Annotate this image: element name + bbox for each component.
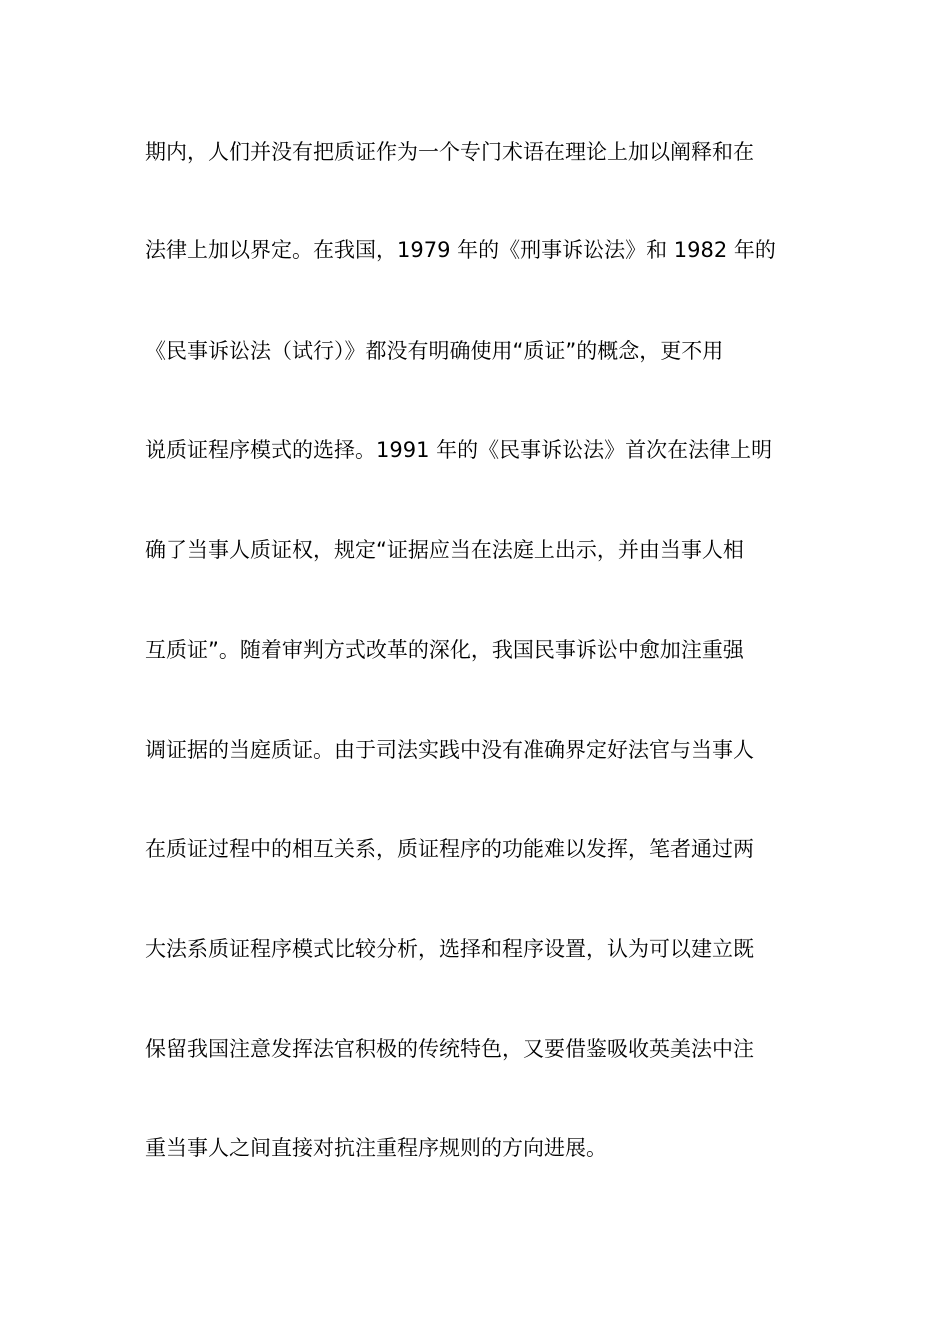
paragraph-line: 重当事人之间直接对抗注重程序规则的方向进展。 [145, 1136, 607, 1160]
paragraph-line: 保留我国注意发挥法官积极的传统特色，又要借鉴吸收英美法中注 [145, 1037, 754, 1061]
paragraph-line: 确了当事人质证权，规定“证据应当在法庭上出示，并由当事人相 [145, 538, 744, 562]
paragraph-line: 大法系质证程序模式比较分析，选择和程序设置，认为可以建立既 [145, 937, 754, 961]
paragraph-line: 调证据的当庭质证。由于司法实践中没有准确界定好法官与当事人 [145, 738, 754, 762]
paragraph-line: 法律上加以界定。在我国，1979 年的《刑事诉讼法》和 1982 年的 [145, 238, 776, 262]
paragraph-line: 在质证过程中的相互关系，质证程序的功能难以发挥，笔者通过两 [145, 837, 754, 861]
paragraph-line: 互质证”。随着审判方式改革的深化，我国民事诉讼中愈加注重强 [145, 638, 744, 662]
paragraph-line: 期内，人们并没有把质证作为一个专门术语在理论上加以阐释和在 [145, 140, 754, 164]
paragraph-line: 《民事诉讼法（试行）》都没有明确使用“质证”的概念，更不用 [145, 339, 724, 363]
paragraph-line: 说质证程序模式的选择。1991 年的《民事诉讼法》首次在法律上明 [145, 438, 773, 462]
